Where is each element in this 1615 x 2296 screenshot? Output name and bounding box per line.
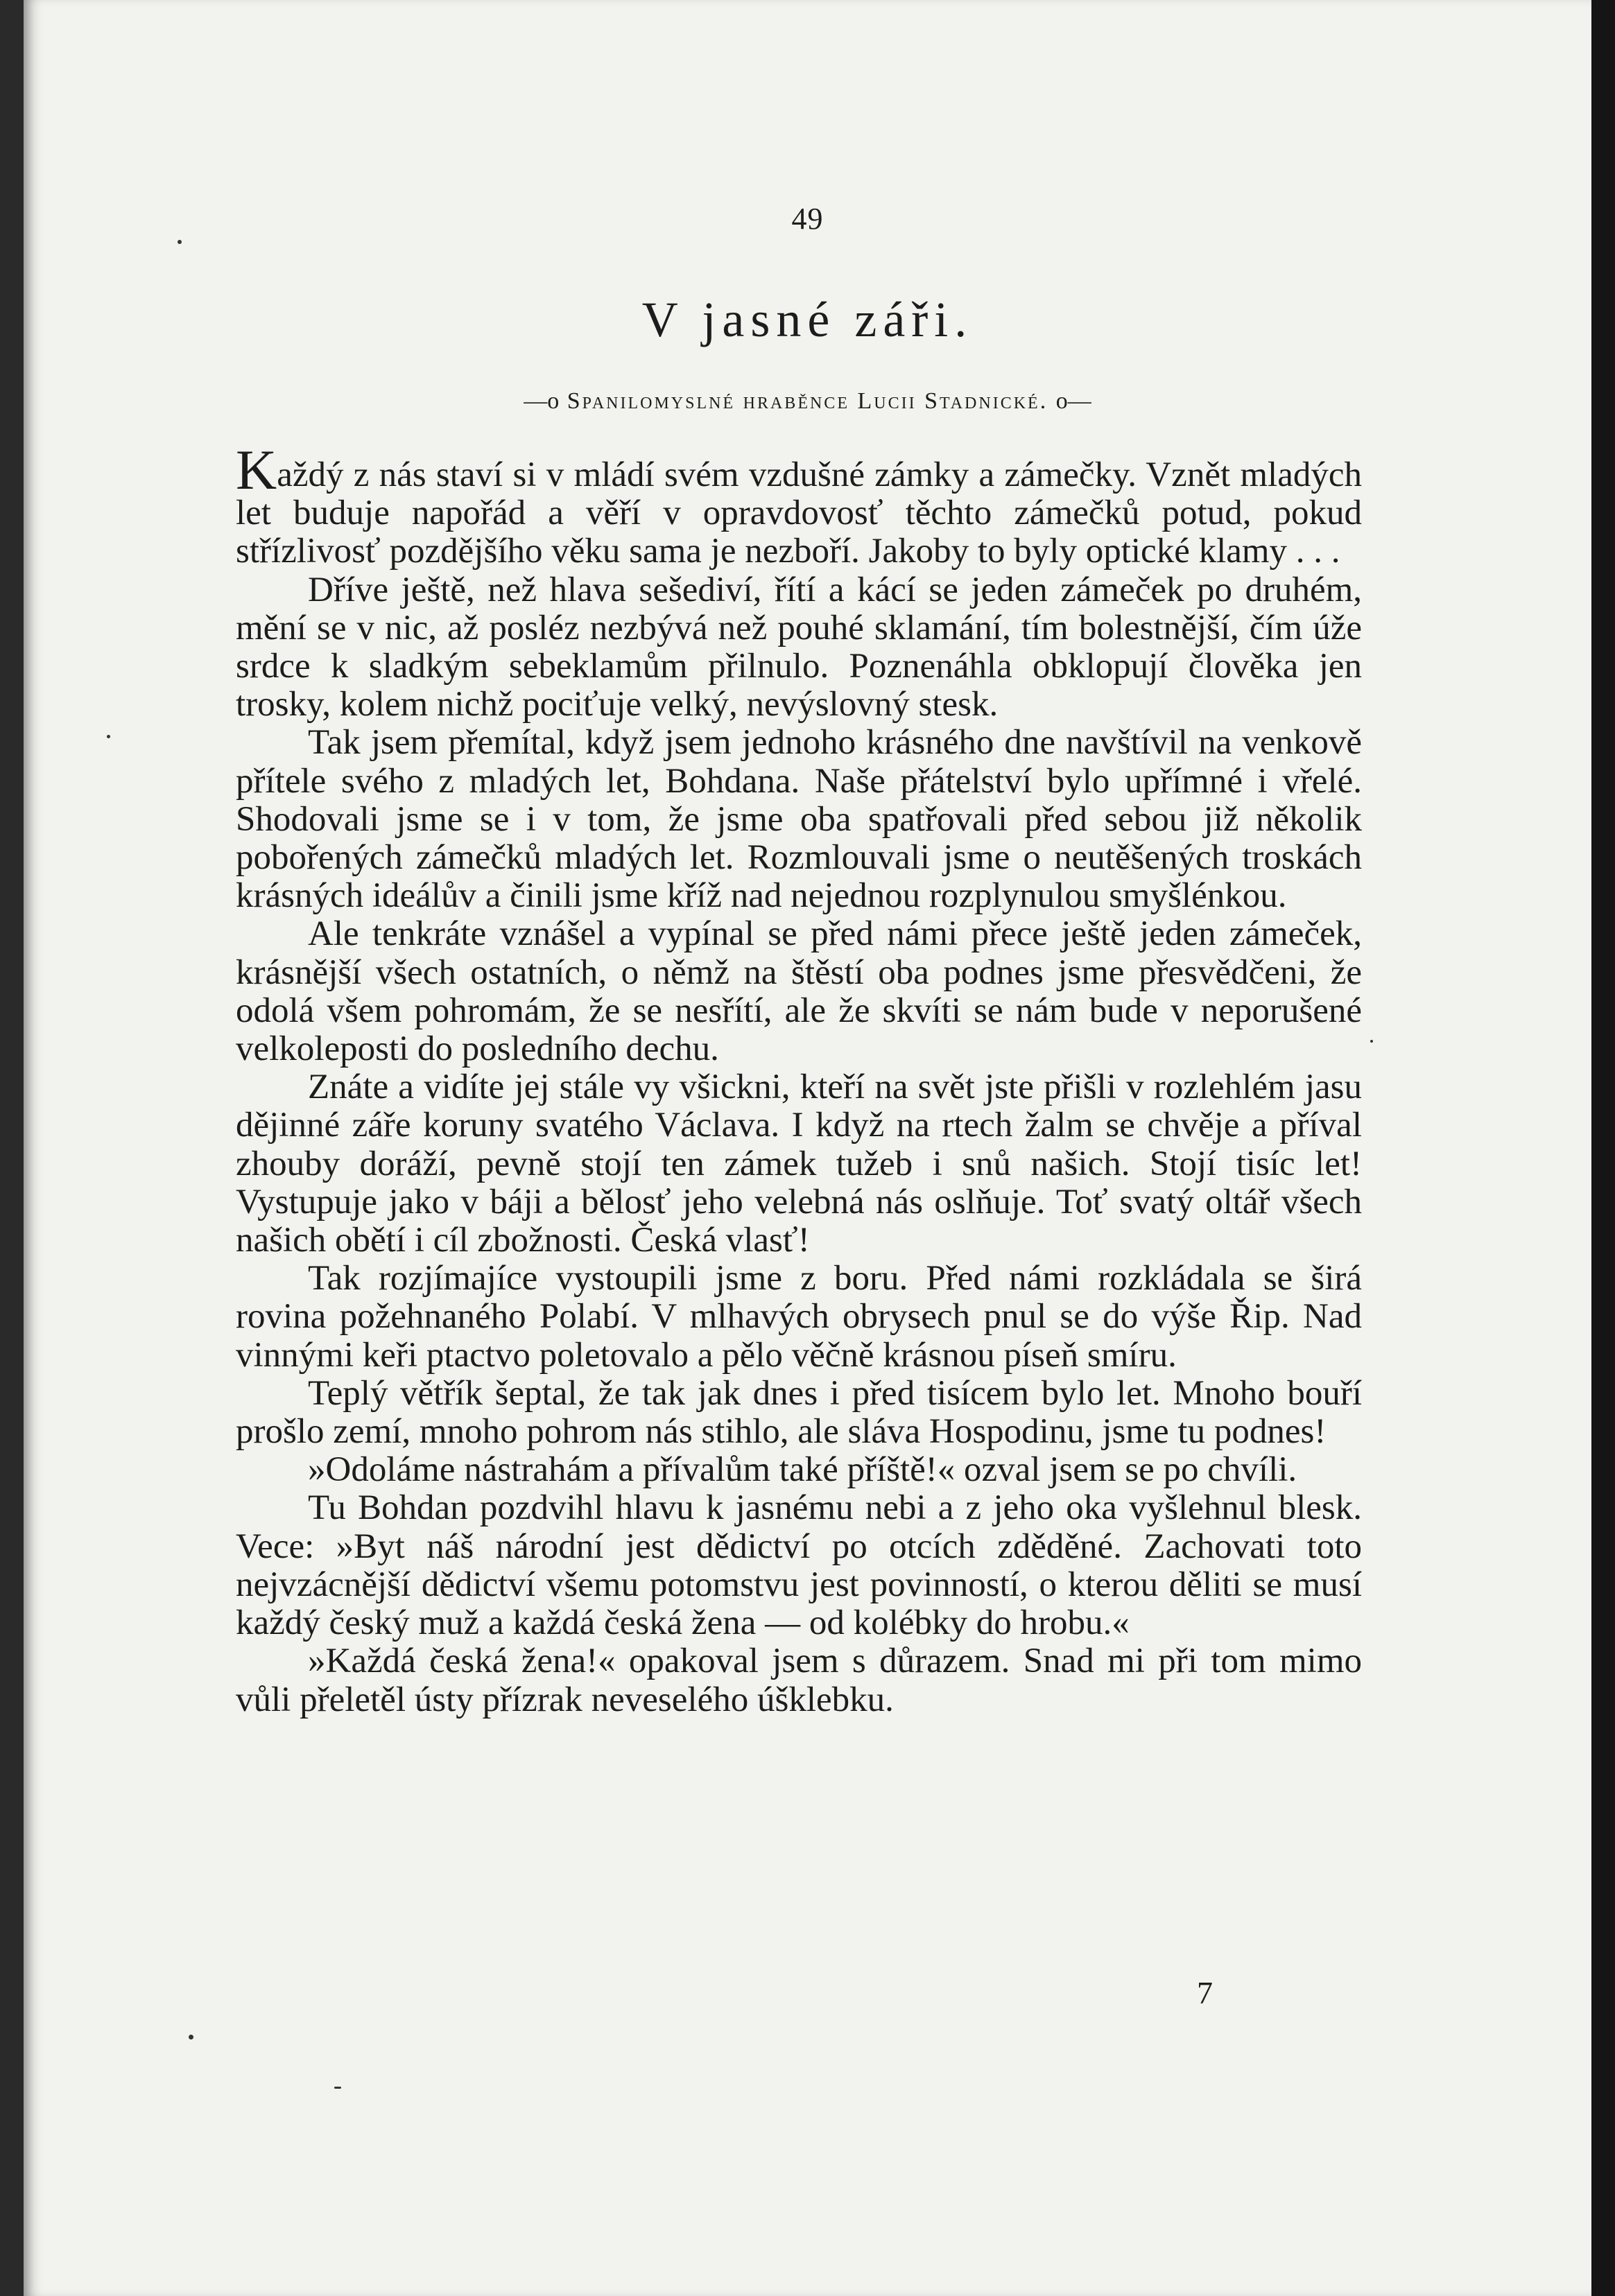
dedication-ornament-left: —o bbox=[524, 388, 560, 414]
paragraph-7: Teplý větřík šeptal, že tak jak dnes i před tisícem bylo let. Mnoho bouří prošlo zemí, mnoho pohrom nás stihlo, ale sláva Hospodinu, jsme tu podnes! bbox=[236, 1373, 1362, 1452]
page-number: 49 bbox=[791, 202, 824, 236]
scan-speck bbox=[334, 2087, 341, 2089]
scan-edge-left bbox=[0, 0, 24, 2296]
paragraph-5: Znáte a vidíte jej stále vy všickni, kteří na svět jste přišli v rozlehlém jasu dějinné záře koruny svatého Václava. I když na rtech žalm se chvěje a příval zhouby doráží, pevně stojí ten zámek tužeb i snů našich. Stojí tisíc let! Vystupuje jako v báji a bělosť jeho velebná nás oslňuje. Toť svatý oltář všech našich obětí i cíl zbožnosti. Česká vlasť! bbox=[236, 1068, 1362, 1260]
paragraph-4: Ale tenkráte vznášel a vypínal se před námi přece ještě jeden zámeček, krásnější všech ostatních, o němž na štěstí oba podnes jsme přesvědčeni, že odolá všem pohromám, že se nesřítí, ale že skvíti se nám bude v neporušené velkoleposti do posledního dechu. bbox=[236, 914, 1362, 1069]
dedication-line bbox=[24, 388, 1591, 415]
dedication-text: Spanilomyslné hraběnce Lucii Stadnické. bbox=[567, 388, 1048, 414]
scan-edge-right bbox=[1591, 0, 1615, 2296]
paragraph-1 bbox=[236, 438, 1362, 571]
paragraph-9: Tu Bohdan pozdvihl hlavu k jasnému nebi a z jeho oka vyšlehnul blesk. Vece: »Byt náš národní jest dědictví po otcích zděděné. Zachovati toto nejvzácnější dědictví všemu potomstvu jest povinností, o kterou děliti se musí každý český muž a každá česká žena — od kolébky do hrobu.« bbox=[236, 1488, 1362, 1643]
signature-mark: 7 bbox=[1197, 1975, 1213, 2010]
scan-speck bbox=[178, 240, 182, 244]
paragraph-1-text: aždý z nás staví si v mládí svém vzdušné zámky a zámečky. Vznět mladých let buduje napořád a věří v opravdovosť těchto zámečků potud, pokud střízlivosť pozdějšího věku sama je nezboří. Jakoby to byly optické klamy . . . bbox=[236, 455, 1362, 571]
chapter-title: V jasné záři. bbox=[641, 292, 974, 347]
paragraph-8: »Odoláme nástrahám a přívalům také příště!« ozval jsem se po chvíli. bbox=[308, 1450, 1297, 1490]
scan-speck bbox=[1370, 1040, 1373, 1043]
book-page bbox=[24, 0, 1591, 2296]
paragraph-3: Tak jsem přemítal, když jsem jednoho krásného dne navštívil na venkově přítele svého z mladých let, Bohdana. Naše přátelství bylo upřímné i vřelé. Shodovali jsme se i v tom, že jsme oba spatřovali před sebou již několik pobořených zámečků mladých let. Rozmlouvali jsme o neutěšených troskách krásných ideálův a činili jsme kříž nad nejednou rozplynulou smyšlénkou. bbox=[236, 723, 1362, 916]
initial-letter: K bbox=[236, 438, 277, 501]
scan-speck bbox=[189, 2035, 193, 2040]
paragraph-2: Dříve ještě, než hlava sešediví, řítí a kácí se jeden zámeček po druhém, mění se v nic, až posléz nezbývá než pouhé sklamání, tím bolestnější, čím úže srdce k sladkým sebeklamům přilnulo. Poznenáhla obklopují člověka jen trosky, kolem nichž pociťuje velký, nevýslovný stesk. bbox=[236, 570, 1362, 724]
scan-speck bbox=[107, 735, 110, 738]
dedication-ornament-right: o— bbox=[1055, 388, 1091, 414]
paragraph-6: Tak rozjímajíce vystoupili jsme z boru. Před námi rozkládala se širá rovina požehnaného Polabí. V mlhavých obrysech pnul se do výše Řip. Nad vinnými keři ptactvo poletovalo a pělo věčně krásnou píseň smíru. bbox=[236, 1259, 1362, 1375]
body-text bbox=[236, 438, 1362, 1719]
paragraph-10: »Každá česká žena!« opakoval jsem s důrazem. Snad mi při tom mimo vůli přeletěl ústy přízrak neveselého úšklebku. bbox=[236, 1642, 1362, 1719]
